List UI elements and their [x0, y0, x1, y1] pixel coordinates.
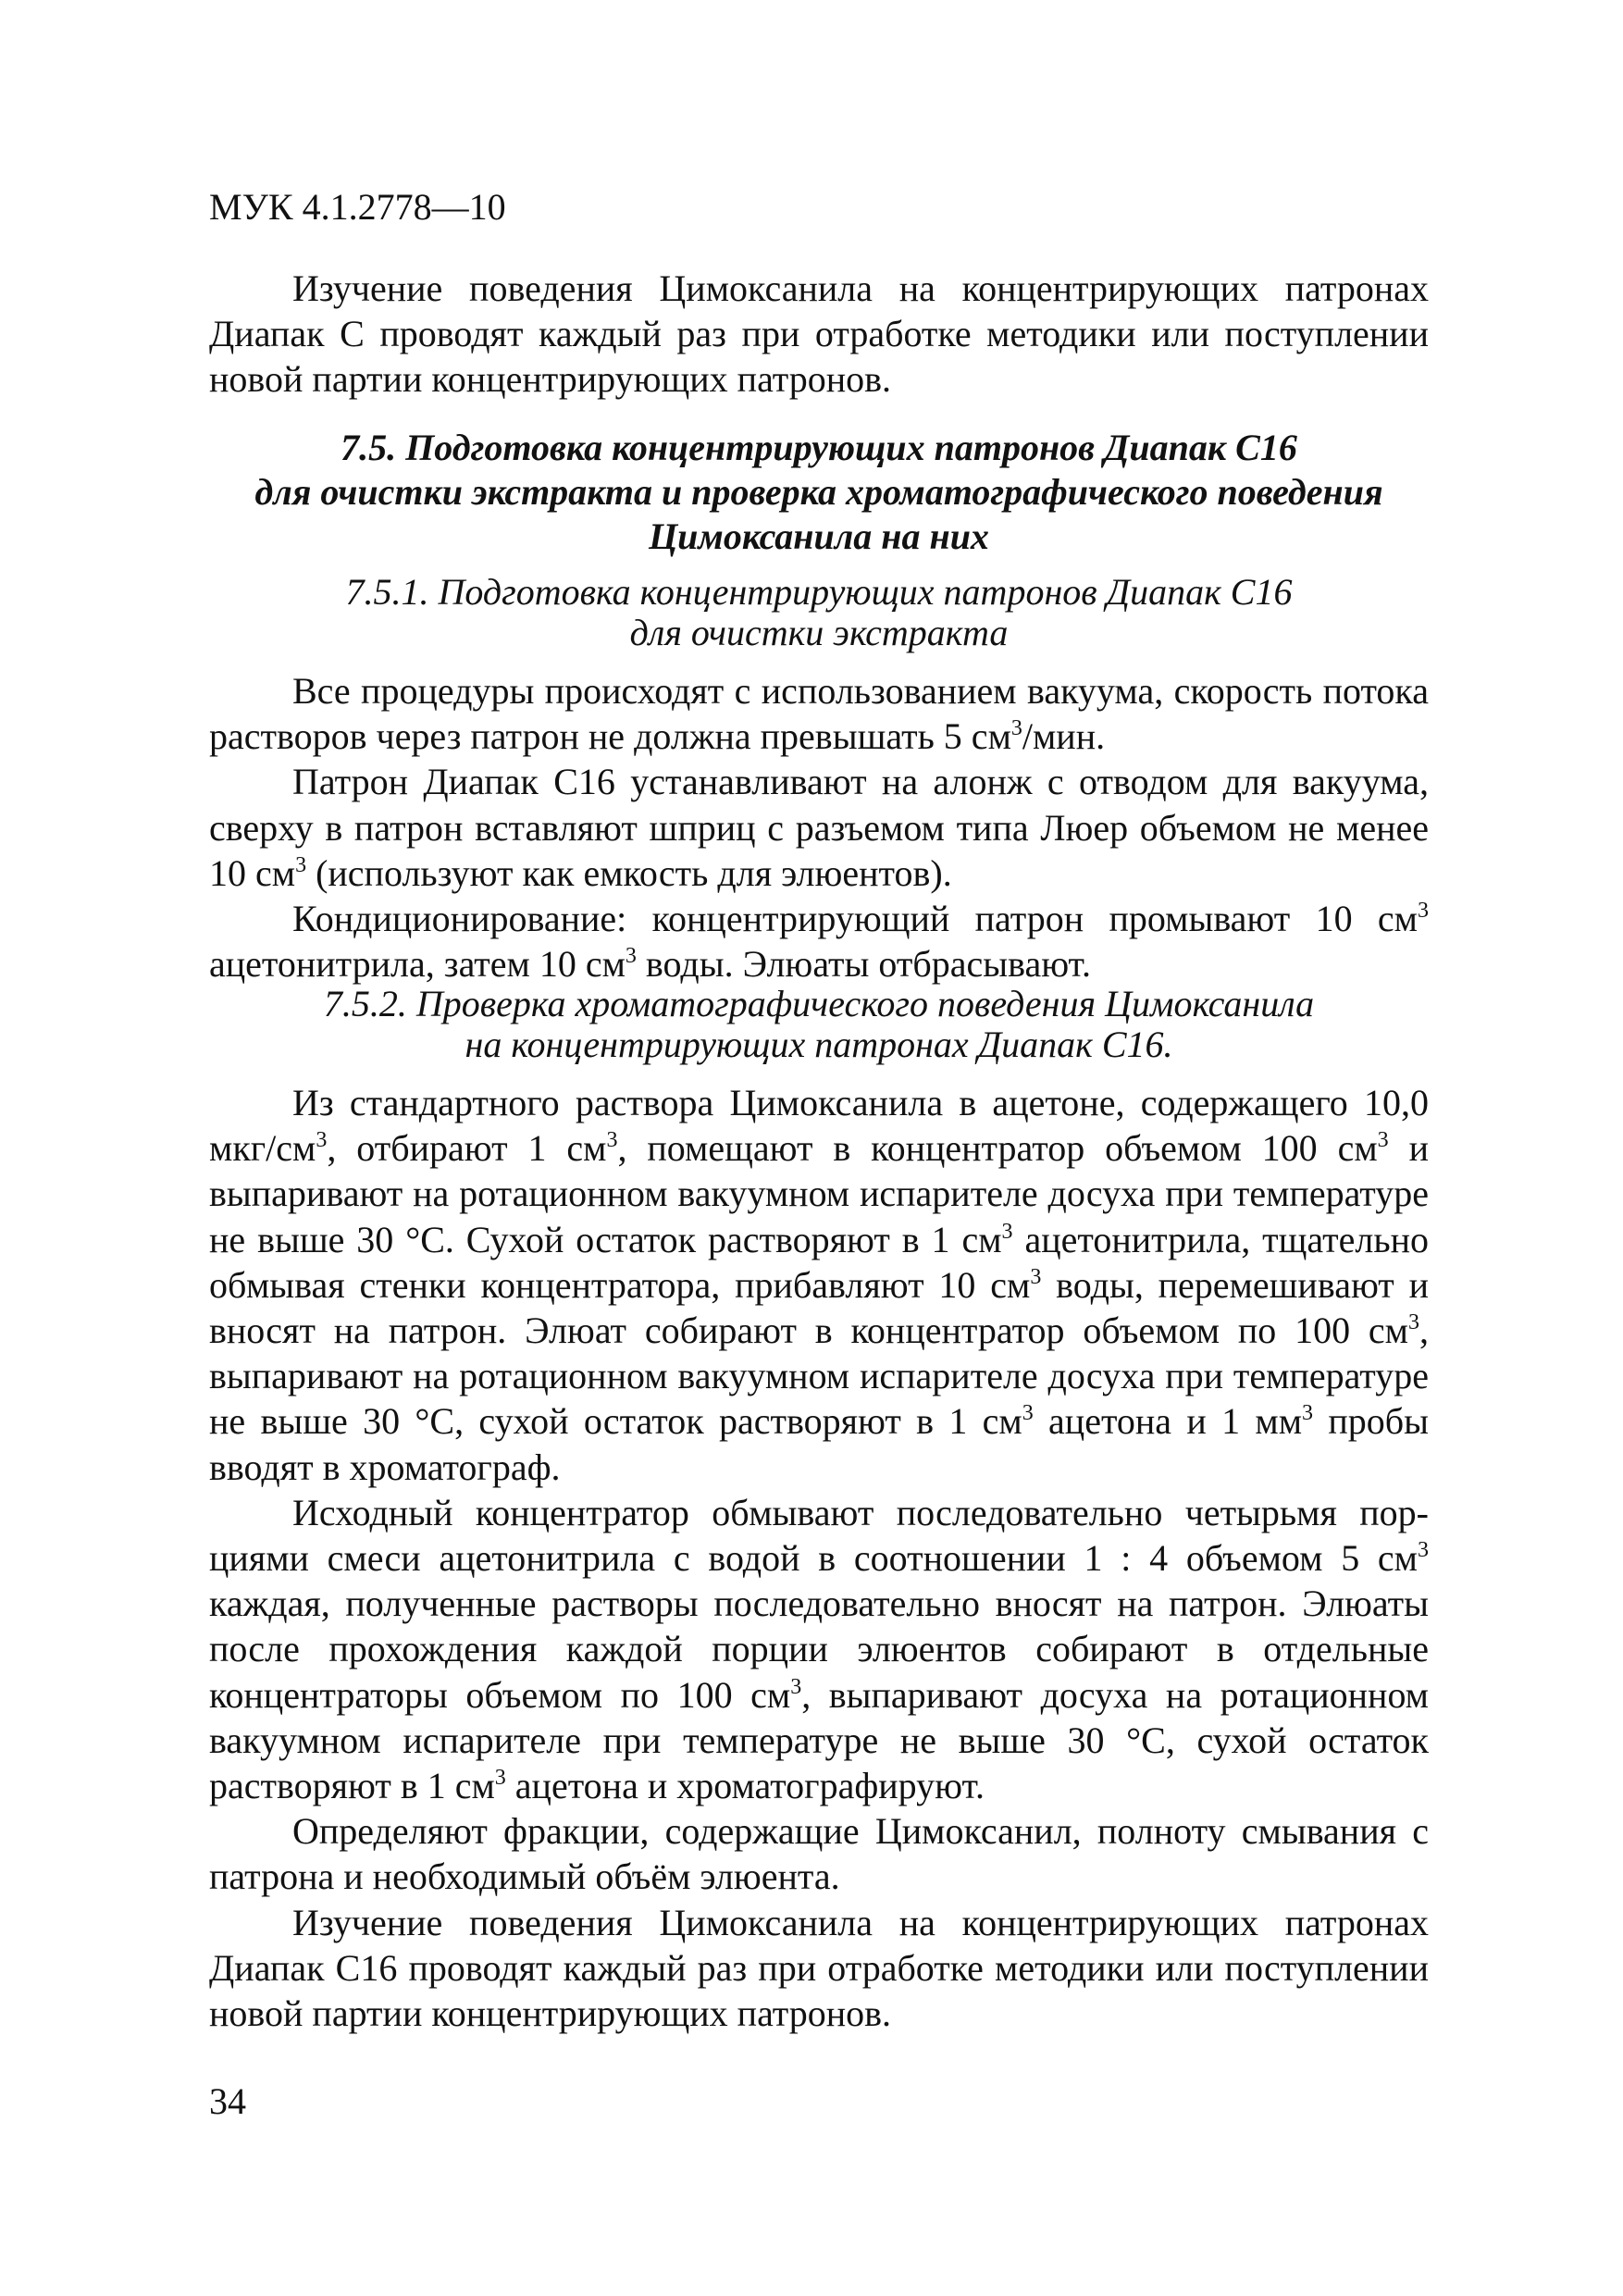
section-heading-line: для очистки экстракта и проверка хроматографического поведения — [254, 471, 1383, 513]
subsection-heading-line: на концентрирующих патронах Диапак С16. — [465, 1024, 1173, 1065]
subsection-7-5-2-body — [209, 1080, 1429, 2036]
paragraph-fractions: Определяют фракции, содержащие Цимоксанил, полноту смывания с патрона и необходимый объём элюента. — [209, 1810, 1429, 1898]
subsection-7-5-1-body — [209, 668, 1429, 987]
document-page — [209, 0, 1429, 2296]
page-number: 34 — [209, 2080, 246, 2122]
paragraph-cartridge-setup: Патрон Диапак С16 устанавливают на алонж с отводом для вакуума, сверху в патрон вставляют шприц с разъемом типа Люер объемом не менее 10 $см^3$ (используют как емкость для элюентов). — [209, 761, 1429, 894]
paragraph-study-frequency: Изучение поведения Цимоксанила на концентрирующих патронах Диапак С16 проводят каждый раз при отработке методики или поступлении новой партии концентрирующих патронов. — [209, 1901, 1429, 2035]
intro-section — [209, 266, 1429, 403]
paragraph-vacuum: Все процедуры происходят с использованием вакуума, скорость потока растворов через патрон не должна превышать 5 $см^3$/мин. — [209, 670, 1429, 758]
paragraph-rinsing: Исходный концентратор обмывают последовательно четырьмя порциями смеси ацетонитрила с водой в соотношении 1 : 4 объемом 5 $см^3$ каждая, полученные растворы последовательно вносят на патрон. Элюаты после прохождения каждой порции элюентов собирают в отдельные концентраторы объемом по 100 $см^3$, выпаривают досуха на ротационном вакуумном испарителе при температуре не выше 30 °С, сухой остаток растворяют в 1 $см^3$ ацетона и хроматографируют. — [209, 1491, 1429, 1807]
intro-paragraph: Изучение поведения Цимоксанила на концентрирующих патронах Диапак С проводят каждый раз при отработке методики или поступлении новой партии концентрирующих патронов. — [209, 267, 1429, 401]
section-heading-line: Цимоксанила на них — [649, 515, 989, 557]
document-code-header: МУК 4.1.2778—10 — [209, 186, 506, 228]
paragraph-conditioning: Кондиционирование: концентрирующий патрон промывают 10 $см^3$ ацетонитрила, затем 10 $см^3$ воды. Элюаты отбрасывают. — [209, 898, 1429, 986]
section-7-5-heading — [209, 426, 1429, 559]
section-heading-line: 7.5. Подготовка концентрирующих патронов Диапак С16 — [341, 427, 1297, 468]
subsection-heading-line: для очистки экстракта — [629, 612, 1009, 653]
subsection-7-5-2-heading — [209, 984, 1429, 1065]
subsection-heading-line: 7.5.2. Проверка хроматографического поведения Цимоксанила — [323, 983, 1315, 1024]
paragraph-standard-solution: Из стандартного раствора Цимоксанила в ацетоне, содержащего 10,0 мкг/$см^3$, отбирают 1 $см^3$, помещают в концентратор объемом 100 $см^3$ и выпаривают на ротационном вакуумном испарителе досуха при температуре не выше 30 °С. Сухой остаток растворяют в 1 $см^3$ ацетонитрила, тщательно обмывая стенки концентратора, прибавляют 10 $см^3$ воды, перемешивают и вносят на патрон. Элюат собирают в концентратор объемом по 100 $см^3$, выпаривают на ротационном вакуумном испарителе досуха при температуре не выше 30 °С, сухой остаток растворяют в 1 $см^3$ ацетона и 1 $мм^3$ пробы вводят в хроматограф. — [209, 1082, 1430, 1488]
subsection-7-5-1-heading — [209, 572, 1429, 653]
subsection-heading-line: 7.5.1. Подготовка концентрирующих патронов Диапак С16 — [345, 571, 1293, 613]
